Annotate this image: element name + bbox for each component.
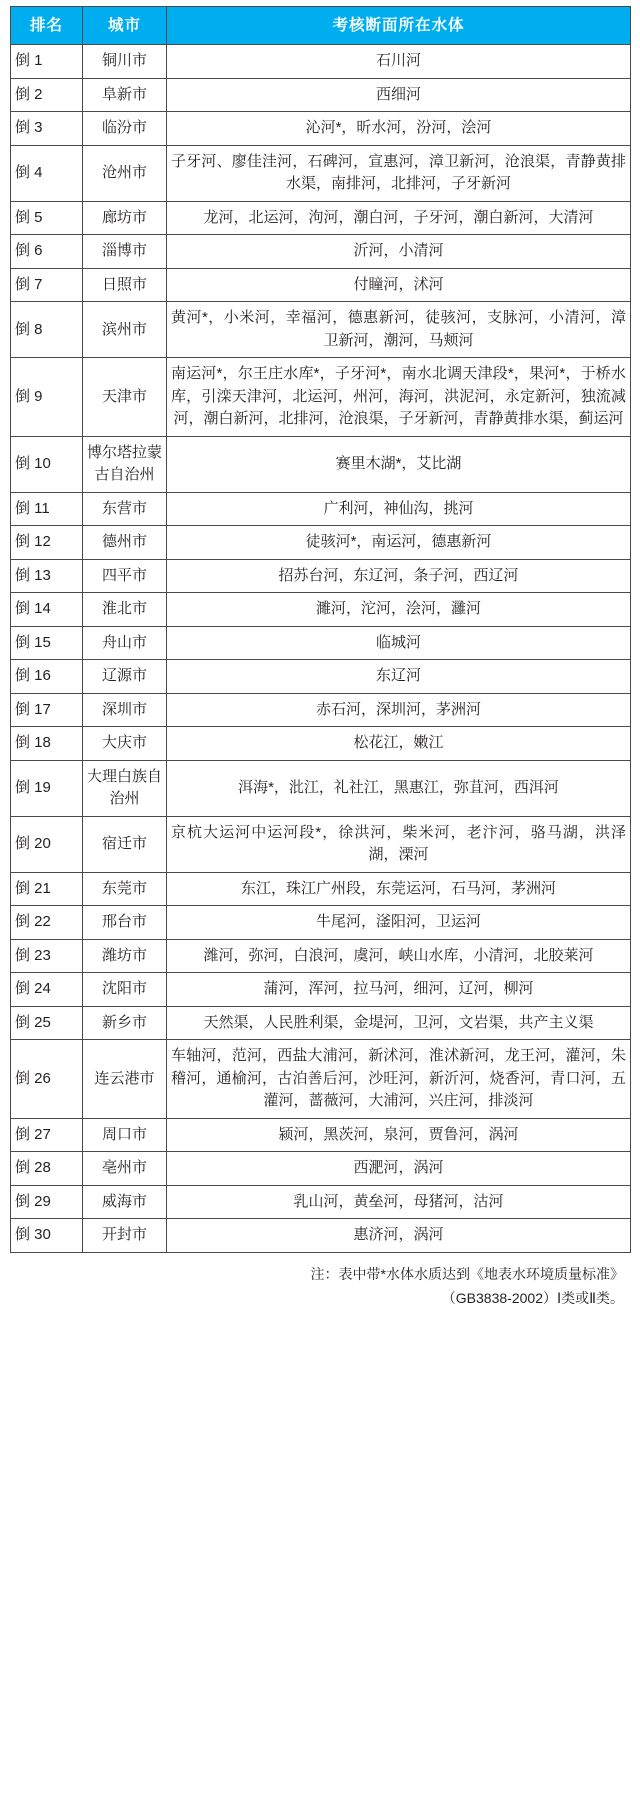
table-row (11, 1006, 631, 1040)
city-cell: 舟山市 (83, 626, 167, 660)
column-header-water: 考核断面所在水体 (167, 7, 631, 45)
water-body-cell: 龙河，北运河，泃河，潮白河，子牙河，潮白新河，大清河 (167, 201, 631, 235)
city-cell: 亳州市 (83, 1152, 167, 1186)
rank-cell: 倒 30 (11, 1219, 83, 1253)
table-row (11, 1152, 631, 1186)
city-cell: 周口市 (83, 1118, 167, 1152)
city-cell: 大庆市 (83, 727, 167, 761)
rank-cell: 倒 14 (11, 593, 83, 627)
rank-cell: 倒 12 (11, 526, 83, 560)
city-cell: 博尔塔拉蒙古自治州 (83, 436, 167, 492)
water-body-cell: 徒骇河*，南运河，德惠新河 (167, 526, 631, 560)
water-body-cell: 石川河 (167, 45, 631, 79)
rank-cell: 倒 10 (11, 436, 83, 492)
rank-cell: 倒 28 (11, 1152, 83, 1186)
table-body (11, 45, 631, 1253)
city-cell: 威海市 (83, 1185, 167, 1219)
table-row (11, 526, 631, 560)
water-body-cell: 南运河*，尔王庄水库*，子牙河*，南水北调天津段*，果河*，于桥水库，引滦天津河，北运河，州河，海河，洪泥河，永定新河，独流减河，潮白新河，北排河，沧浪渠，子牙新河，青静黄排水渠，蓟运河 (167, 358, 631, 437)
city-cell: 东营市 (83, 492, 167, 526)
rank-cell: 倒 3 (11, 112, 83, 146)
water-body-cell: 乳山河，黄垒河，母猪河，沽河 (167, 1185, 631, 1219)
city-cell: 日照市 (83, 268, 167, 302)
water-body-cell: 东江，珠江广州段，东莞运河，石马河，茅洲河 (167, 872, 631, 906)
rank-cell: 倒 18 (11, 727, 83, 761)
water-body-cell: 蒲河，浑河，拉马河，细河，辽河，柳河 (167, 973, 631, 1007)
rank-cell: 倒 25 (11, 1006, 83, 1040)
city-cell: 开封市 (83, 1219, 167, 1253)
table-row (11, 727, 631, 761)
table-row (11, 358, 631, 437)
water-body-cell: 牛尾河，滏阳河，卫运河 (167, 906, 631, 940)
table-row (11, 973, 631, 1007)
rank-cell: 倒 29 (11, 1185, 83, 1219)
city-cell: 四平市 (83, 559, 167, 593)
rank-cell: 倒 9 (11, 358, 83, 437)
city-cell: 东莞市 (83, 872, 167, 906)
water-body-cell: 赤石河，深圳河，茅洲河 (167, 693, 631, 727)
water-body-cell: 子牙河、廖佳洼河，石碑河，宣惠河，漳卫新河，沧浪渠，青静黄排水渠，南排河，北排河，子牙新河 (167, 145, 631, 201)
city-cell: 邢台市 (83, 906, 167, 940)
table-row (11, 436, 631, 492)
rank-cell: 倒 17 (11, 693, 83, 727)
column-header-city: 城市 (83, 7, 167, 45)
water-body-cell: 惠济河，涡河 (167, 1219, 631, 1253)
city-cell: 沧州市 (83, 145, 167, 201)
table-row (11, 1185, 631, 1219)
table-row (11, 112, 631, 146)
water-body-cell: 西细河 (167, 78, 631, 112)
city-cell: 新乡市 (83, 1006, 167, 1040)
table-row (11, 145, 631, 201)
rank-cell: 倒 19 (11, 760, 83, 816)
table-row (11, 660, 631, 694)
rank-cell: 倒 24 (11, 973, 83, 1007)
water-body-cell: 京杭大运河中运河段*，徐洪河，柴米河，老汴河，骆马湖，洪泽湖，溧河 (167, 816, 631, 872)
table-row (11, 593, 631, 627)
water-body-cell: 松花江，嫩江 (167, 727, 631, 761)
water-body-cell: 洱海*，沘江，礼社江，黑惠江，弥苴河，西洱河 (167, 760, 631, 816)
rank-cell: 倒 16 (11, 660, 83, 694)
table-row (11, 693, 631, 727)
water-body-cell: 沁河*，昕水河，汾河，浍河 (167, 112, 631, 146)
rank-cell: 倒 27 (11, 1118, 83, 1152)
table-row (11, 760, 631, 816)
column-header-rank: 排名 (11, 7, 83, 45)
city-cell: 潍坊市 (83, 939, 167, 973)
table-row (11, 939, 631, 973)
rank-cell: 倒 20 (11, 816, 83, 872)
city-cell: 廊坊市 (83, 201, 167, 235)
rank-cell: 倒 21 (11, 872, 83, 906)
city-cell: 淄博市 (83, 235, 167, 269)
table-row (11, 78, 631, 112)
table-row (11, 626, 631, 660)
table-row (11, 492, 631, 526)
city-cell: 大理白族自治州 (83, 760, 167, 816)
rank-cell: 倒 8 (11, 302, 83, 358)
city-cell: 德州市 (83, 526, 167, 560)
table-header (11, 7, 631, 45)
city-cell: 铜川市 (83, 45, 167, 79)
table-note (10, 1263, 624, 1311)
note-line-1: 注：表中带*水体水质达到《地表水环境质量标准》 (310, 1265, 624, 1282)
city-cell: 深圳市 (83, 693, 167, 727)
city-cell: 宿迁市 (83, 816, 167, 872)
table-row (11, 872, 631, 906)
rank-cell: 倒 5 (11, 201, 83, 235)
city-cell: 沈阳市 (83, 973, 167, 1007)
table-row (11, 559, 631, 593)
rank-cell: 倒 26 (11, 1040, 83, 1119)
water-body-cell: 濉河，沱河，浍河，灉河 (167, 593, 631, 627)
rank-cell: 倒 22 (11, 906, 83, 940)
water-body-cell: 颍河，黑茨河，泉河，贾鲁河，涡河 (167, 1118, 631, 1152)
table-row (11, 906, 631, 940)
table-row (11, 1040, 631, 1119)
note-line-2: （GB3838-2002）Ⅰ类或Ⅱ类。 (441, 1289, 624, 1306)
water-body-cell: 广利河，神仙沟，挑河 (167, 492, 631, 526)
table-row (11, 268, 631, 302)
rank-cell: 倒 23 (11, 939, 83, 973)
city-cell: 淮北市 (83, 593, 167, 627)
water-body-cell: 车轴河，范河，西盐大浦河，新沭河，淮沭新河，龙王河，灌河，朱稽河，通榆河，古泊善后河，沙旺河，新沂河，烧香河，青口河，五灌河，蔷薇河，大浦河，兴庄河，排淡河 (167, 1040, 631, 1119)
city-cell: 阜新市 (83, 78, 167, 112)
table-row (11, 235, 631, 269)
table-row (11, 1118, 631, 1152)
city-cell: 连云港市 (83, 1040, 167, 1119)
table-header-row (11, 7, 631, 45)
table-row (11, 302, 631, 358)
water-body-cell: 赛里木湖*，艾比湖 (167, 436, 631, 492)
rank-cell: 倒 1 (11, 45, 83, 79)
table-row (11, 1219, 631, 1253)
city-cell: 天津市 (83, 358, 167, 437)
water-body-cell: 临城河 (167, 626, 631, 660)
rank-cell: 倒 7 (11, 268, 83, 302)
water-body-cell: 付瞳河，沭河 (167, 268, 631, 302)
table-row (11, 201, 631, 235)
water-body-cell: 招苏台河，东辽河，条子河，西辽河 (167, 559, 631, 593)
rank-cell: 倒 11 (11, 492, 83, 526)
city-cell: 辽源市 (83, 660, 167, 694)
water-body-cell: 潍河，弥河，白浪河，虞河，峡山水库，小清河，北胶莱河 (167, 939, 631, 973)
rank-cell: 倒 4 (11, 145, 83, 201)
city-cell: 滨州市 (83, 302, 167, 358)
water-body-cell: 东辽河 (167, 660, 631, 694)
table-row (11, 816, 631, 872)
rank-cell: 倒 15 (11, 626, 83, 660)
water-body-cell: 沂河，小清河 (167, 235, 631, 269)
water-quality-ranking-table (10, 6, 631, 1253)
rank-cell: 倒 6 (11, 235, 83, 269)
water-body-cell: 天然渠，人民胜利渠，金堤河，卫河，文岩渠，共产主义渠 (167, 1006, 631, 1040)
city-cell: 临汾市 (83, 112, 167, 146)
table-row (11, 45, 631, 79)
water-body-cell: 西淝河，涡河 (167, 1152, 631, 1186)
rank-cell: 倒 13 (11, 559, 83, 593)
rank-cell: 倒 2 (11, 78, 83, 112)
water-body-cell: 黄河*，小米河，幸福河，德惠新河，徒骇河，支脉河，小清河，漳卫新河，潮河，马颊河 (167, 302, 631, 358)
